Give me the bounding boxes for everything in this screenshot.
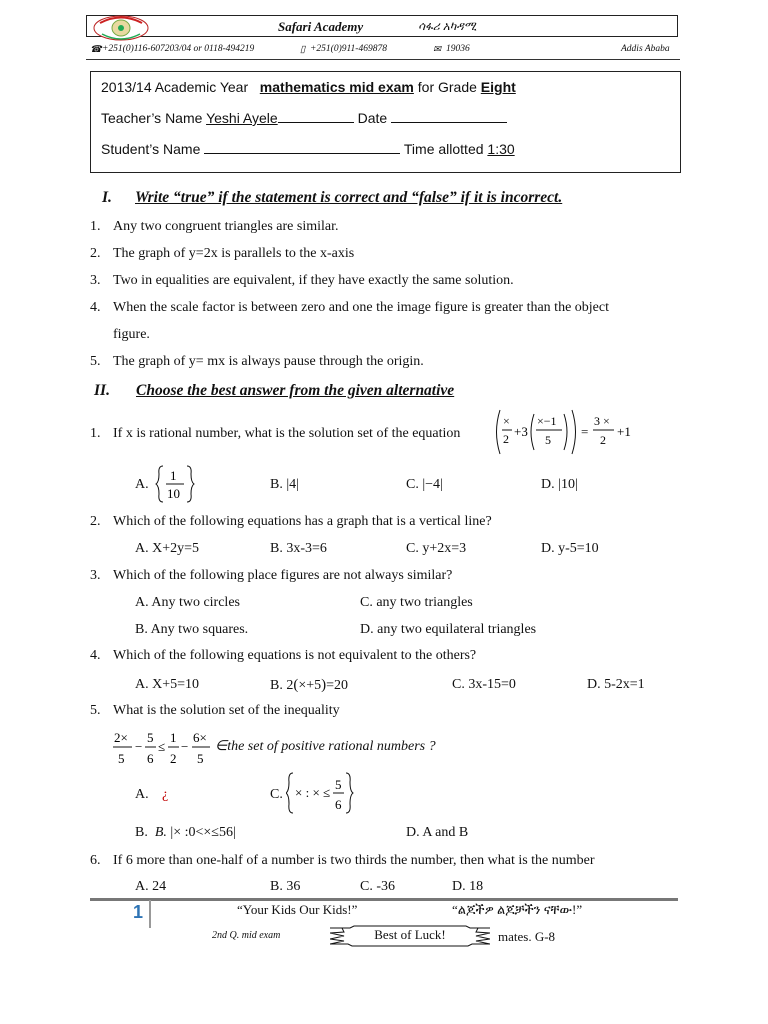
mobile-icon: ▯ [300,45,306,55]
teacher-label: Teacher’s Name [101,110,203,126]
s2-q6-opt-a: A. 24 [135,879,167,894]
s1-q4-text: When the scale factor is between zero and one the image figure is greater than the object [113,300,609,315]
svg-text:6: 6 [335,797,342,812]
s1-q2-number: 2. [90,246,101,261]
s2-q5-tail: ∈the set of positive rational numbers ? [215,739,436,754]
s2-q1-opt-c-label: C. [406,477,419,492]
school-logo [92,14,150,42]
s2-q1-opt-a-label: A. [135,477,149,492]
student-row [101,141,515,157]
for-grade-label: for Grade [417,79,477,95]
svg-text:6×: 6× [193,730,207,745]
phone-numbers: +251(0)116-607203/04 or 0118-494219 [102,44,255,54]
svg-text:2×: 2× [114,730,128,745]
s2-q2-opt-a: A. X+2y=5 [135,541,200,556]
best-of-luck-text: Best of Luck! [374,927,446,942]
s2-q4-opt-b-expr: =20 [326,678,349,693]
s2-q4-opt-b: B. 2(×+5)=20 [270,677,349,693]
svg-text:3 ×: 3 × [594,414,610,428]
header-box [86,15,678,37]
s2-q6-text: If 6 more than one-half of a number is two thirds the number, then what is the number [113,853,595,868]
s2-q2-opt-d: D. y-5=10 [541,541,599,556]
svg-text:5: 5 [147,730,154,745]
s2-q2-opt-b: B. 3x-3=6 [270,541,327,556]
svg-text:6: 6 [147,751,154,766]
s2-q5-opt-b-set: × :0<×≤56 [173,825,233,840]
s2-q3-opt-b: B. Any two squares. [135,622,249,637]
s2-q1-opt-c: C. |−4| [406,477,443,492]
s1-q4-number: 4. [90,300,101,315]
s2-q1-opt-b: B. |4| [270,477,299,492]
s2-q3-opt-d: D. any two equilateral triangles [360,622,537,637]
s1-q2-text: The graph of y=2x is parallels to the x-axis [113,246,355,261]
time-label: Time allotted [403,141,484,157]
school-name: Safari Academy [278,19,364,34]
svg-text:×−1: ×−1 [537,414,557,428]
page-number-divider [149,900,151,928]
svg-text:≤: ≤ [158,739,166,754]
s2-q5-opt-a-value: ¿ [162,787,169,802]
svg-text:+1: +1 [617,424,631,439]
phone-icon: ☎ [90,45,102,55]
s2-q4-number: 4. [90,648,101,663]
s2-q4-opt-a: A. X+5=10 [135,677,200,692]
s2-q1-a-num: 1 [170,468,177,483]
s1-q5-number: 5. [90,354,101,369]
s2-q5-opt-a-label: A. [135,787,149,802]
footer-exam-note: 2nd Q. mid exam [212,930,281,941]
s2-q5-text: What is the solution set of the inequality [113,703,340,718]
city: Addis Ababa [621,44,670,54]
student-label: Student’s Name [101,141,201,157]
contact-rule [86,59,680,60]
s2-q1-opt-b-label: B. [270,477,283,492]
s2-q6-number: 6. [90,853,101,868]
s2-q6-opt-b: B. 36 [270,879,301,894]
date-label: Date [357,110,388,126]
s2-q1-opt-d-value: 10 [560,477,575,492]
grade: Eight [480,79,516,95]
slogan-english: “Your Kids Our Kids!” [237,902,358,917]
svg-text:1: 1 [170,730,177,745]
svg-text:−: − [135,739,143,754]
contact-line [90,44,680,58]
s2-q1-opt-d: D. |10| [541,477,578,492]
s2-q6-opt-c: C. -36 [360,879,395,894]
date-field[interactable] [391,110,507,123]
svg-text:2: 2 [503,432,509,446]
s2-q1-equation [492,408,642,456]
time-value: 1:30 [487,141,515,157]
school-name-amharic: ሳፋሪ አካዳሚ [418,19,477,33]
s2-q5-opt-b-label: B. [135,825,148,840]
s2-q1-number: 1. [90,426,101,441]
s2-q4-text: Which of the following equations is not equivalent to the others? [113,648,477,663]
s2-q4-opt-c: C. 3x-15=0 [452,677,516,692]
s2-q5-opt-c-label: C. [270,787,283,802]
s2-q1-text: If x is rational number, what is the solution set of the equation [113,426,461,441]
s2-q1-opt-b-value: 4 [289,477,297,492]
academic-year: 2013/14 Academic Year [101,79,249,95]
s2-q3-text: Which of the following place figures are not always similar? [113,568,453,583]
footer-mates: mates. G-8 [498,929,556,944]
teacher-row [101,110,507,126]
s2-q3-opt-c: C. any two triangles [360,595,473,610]
s2-q4-opt-d: D. 5-2x=1 [587,677,645,692]
s2-q5-opt-b-prefix: B. [154,825,167,840]
svg-text:5: 5 [545,433,551,447]
s2-q3-number: 3. [90,568,101,583]
mail-icon: ✉ [433,45,441,55]
s2-q1-opt-d-label: D. [541,477,555,492]
s2-q1-opt-c-value: −4 [425,477,441,492]
s2-q5-number: 5. [90,703,101,718]
slogan-amharic: “ልጆችዎ ልጆቻችን ናቸው!” [452,902,583,917]
s2-q5-opt-b: B. B. |× :0<×≤56| [135,825,236,840]
footer-rule [90,898,678,901]
exam-name: mathematics mid exam [259,79,414,95]
s2-q2-number: 2. [90,514,101,529]
s1-q3-number: 3. [90,273,101,288]
section2-title: Choose the best answer from the given alternative [136,382,455,399]
s2-q4-opt-b-label: B. 2 [270,678,294,693]
s2-q6-opt-d: D. 18 [452,879,484,894]
exam-title-row [101,79,516,95]
s2-q5-inequality [112,724,232,768]
s2-q1-opt-a-value [155,464,195,504]
svg-text:2: 2 [600,433,606,447]
po-box: 19036 [446,44,470,54]
s2-q2-text: Which of the following equations has a graph that is a vertical line? [113,514,492,529]
s2-q3-opt-a: A. Any two circles [135,595,240,610]
teacher-name: Yeshi Ayele [206,110,278,126]
svg-text:5: 5 [118,751,125,766]
s1-q1-text: Any two congruent triangles are similar. [113,219,339,234]
section1-number: I. [102,189,112,206]
page-number: 1 [133,902,144,922]
s1-q4-continuation: figure. [113,327,150,342]
s1-q5-text: The graph of y= mx is always pause through the origin. [113,354,424,369]
svg-text:=: = [581,424,589,439]
s2-q5-opt-c-set [286,771,356,815]
svg-text:2: 2 [170,751,177,766]
s2-q1-a-den: 10 [167,486,180,501]
s2-q2-opt-c: C. y+2x=3 [406,541,467,556]
svg-text:× : × ≤: × : × ≤ [295,785,331,800]
svg-text:5: 5 [335,777,342,792]
s1-q1-number: 1. [90,219,101,234]
s1-q3-text: Two in equalities are equivalent, if they have exactly the same solution. [113,273,514,288]
svg-text:−: − [181,739,189,754]
section2-number: II. [94,382,110,399]
section1-title: Write “true” if the statement is correct and “false” if it is incorrect. [135,189,563,206]
teacher-line [278,110,354,123]
svg-text:5: 5 [197,751,204,766]
student-name-field[interactable] [204,141,400,154]
svg-text:×: × [503,414,510,428]
mobile-number: +251(0)911-469878 [310,44,387,54]
s2-q5-opt-d: D. A and B [406,825,469,840]
exam-info-box [90,71,681,173]
svg-text:+3: +3 [514,424,528,439]
